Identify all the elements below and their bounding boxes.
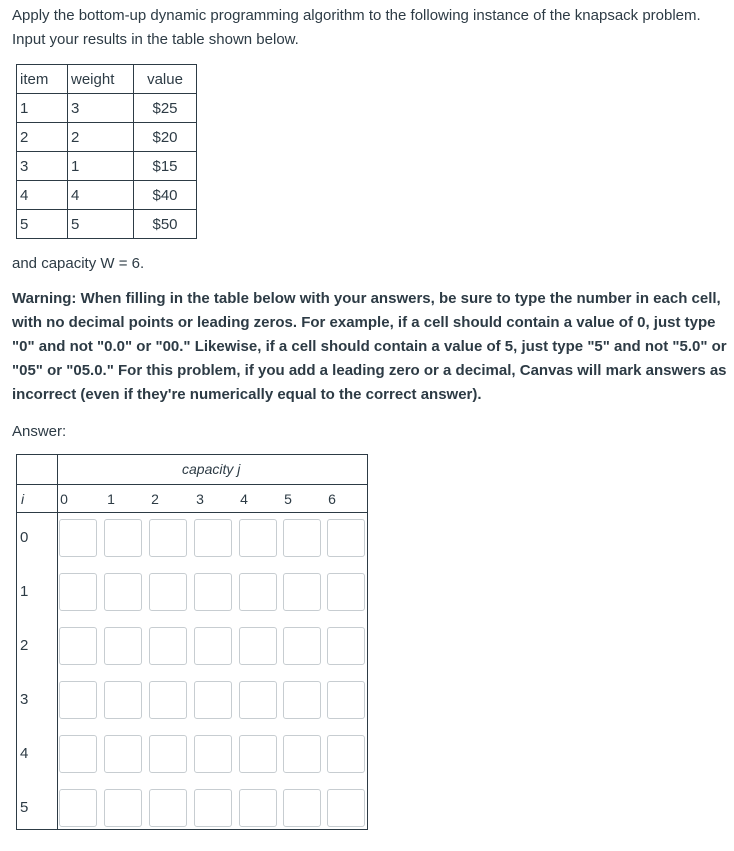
answer-cell-4-3[interactable] [194, 735, 232, 773]
value-cell: $50 [134, 210, 197, 239]
answer-cell-2-4[interactable] [239, 627, 277, 665]
items-table [16, 64, 197, 239]
answer-cell-0-5[interactable] [283, 519, 321, 557]
answer-cell-5-5[interactable] [283, 789, 321, 827]
item-cell: 5 [17, 210, 68, 239]
answer-cell-3-2[interactable] [149, 681, 187, 719]
weight-cell: 1 [68, 152, 134, 181]
header-value: value [134, 65, 197, 94]
answer-cell-3-6[interactable] [327, 681, 365, 719]
answer-cell-0-3[interactable] [194, 519, 232, 557]
column-label-0: 0 [60, 491, 68, 507]
weight-cell: 2 [68, 123, 134, 152]
answer-cell-3-3[interactable] [194, 681, 232, 719]
answer-cell-3-5[interactable] [283, 681, 321, 719]
header-item: item [17, 65, 68, 94]
answer-cell-2-6[interactable] [327, 627, 365, 665]
answer-cell-4-5[interactable] [283, 735, 321, 773]
column-label-3: 3 [196, 491, 204, 507]
answer-cell-5-4[interactable] [239, 789, 277, 827]
column-label-2: 2 [151, 491, 159, 507]
answer-cell-2-3[interactable] [194, 627, 232, 665]
item-cell: 1 [17, 94, 68, 123]
answer-cell-1-2[interactable] [149, 573, 187, 611]
answer-cell-0-4[interactable] [239, 519, 277, 557]
answer-cell-2-2[interactable] [149, 627, 187, 665]
answer-cell-3-1[interactable] [104, 681, 142, 719]
answer-cell-1-6[interactable] [327, 573, 365, 611]
answer-cell-0-1[interactable] [104, 519, 142, 557]
answer-cell-2-1[interactable] [104, 627, 142, 665]
answer-cell-0-0[interactable] [59, 519, 97, 557]
row-header-i: i [21, 491, 25, 507]
weight-cell: 3 [68, 94, 134, 123]
column-label-1: 1 [107, 491, 115, 507]
column-label-5: 5 [284, 491, 292, 507]
answer-cell-3-4[interactable] [239, 681, 277, 719]
answer-cell-1-3[interactable] [194, 573, 232, 611]
table-row [17, 210, 197, 239]
value-cell: $25 [134, 94, 197, 123]
answer-cell-2-0[interactable] [59, 627, 97, 665]
answer-cell-1-1[interactable] [104, 573, 142, 611]
answer-cell-5-6[interactable] [327, 789, 365, 827]
items-header-row [17, 65, 197, 94]
weight-cell: 4 [68, 181, 134, 210]
answer-cell-0-6[interactable] [327, 519, 365, 557]
warning-text: Warning: When filling in the table below with your answers, be sure to type the number in each cell, with no decimal points or leading zeros. For example, if a cell should contain a value of 0, just type "0" and not "0.0" or "00." Likewise, if a cell should contain a value of 5, just type "5" and not "5.0" or "05" or "05.0." For this problem, if you add a leading zero or a decimal, Canvas will mark answers as incorrect (even if they're numerically equal to the correct answer). [12, 290, 727, 403]
row-label-3: 3 [20, 691, 29, 708]
column-label-4: 4 [240, 491, 248, 507]
answer-cell-5-1[interactable] [104, 789, 142, 827]
column-label-6: 6 [328, 491, 336, 507]
table-row [17, 123, 197, 152]
capacity-title: capacity j [182, 461, 241, 477]
row-label-0: 0 [20, 529, 29, 546]
value-cell: $40 [134, 181, 197, 210]
answer-cell-4-4[interactable] [239, 735, 277, 773]
question-intro: Apply the bottom-up dynamic programming algorithm to the following instance of the knapsack problem. Input your results in the table shown below. [12, 7, 701, 48]
answer-cell-2-5[interactable] [283, 627, 321, 665]
row-label-4: 4 [20, 745, 29, 762]
answer-cell-5-2[interactable] [149, 789, 187, 827]
answer-cell-0-2[interactable] [149, 519, 187, 557]
table-row [17, 94, 197, 123]
table-row [17, 181, 197, 210]
answer-cell-4-6[interactable] [327, 735, 365, 773]
answer-cell-4-0[interactable] [59, 735, 97, 773]
answer-cell-3-0[interactable] [59, 681, 97, 719]
answer-cell-5-3[interactable] [194, 789, 232, 827]
value-cell: $15 [134, 152, 197, 181]
answer-grid [16, 454, 368, 830]
row-label-2: 2 [20, 637, 29, 654]
answer-cell-1-5[interactable] [283, 573, 321, 611]
capacity-statement: and capacity W = 6. [12, 255, 145, 272]
weight-cell: 5 [68, 210, 134, 239]
grid-divider-horizontal [17, 484, 367, 485]
grid-divider-horizontal [17, 512, 367, 513]
row-label-1: 1 [20, 583, 29, 600]
table-row [17, 152, 197, 181]
answer-cell-5-0[interactable] [59, 789, 97, 827]
value-cell: $20 [134, 123, 197, 152]
answer-cell-4-1[interactable] [104, 735, 142, 773]
item-cell: 4 [17, 181, 68, 210]
item-cell: 2 [17, 123, 68, 152]
header-weight: weight [68, 65, 134, 94]
answer-cell-1-4[interactable] [239, 573, 277, 611]
item-cell: 3 [17, 152, 68, 181]
answer-cell-4-2[interactable] [149, 735, 187, 773]
answer-cell-1-0[interactable] [59, 573, 97, 611]
answer-label: Answer: [12, 423, 67, 440]
row-label-5: 5 [20, 799, 29, 816]
